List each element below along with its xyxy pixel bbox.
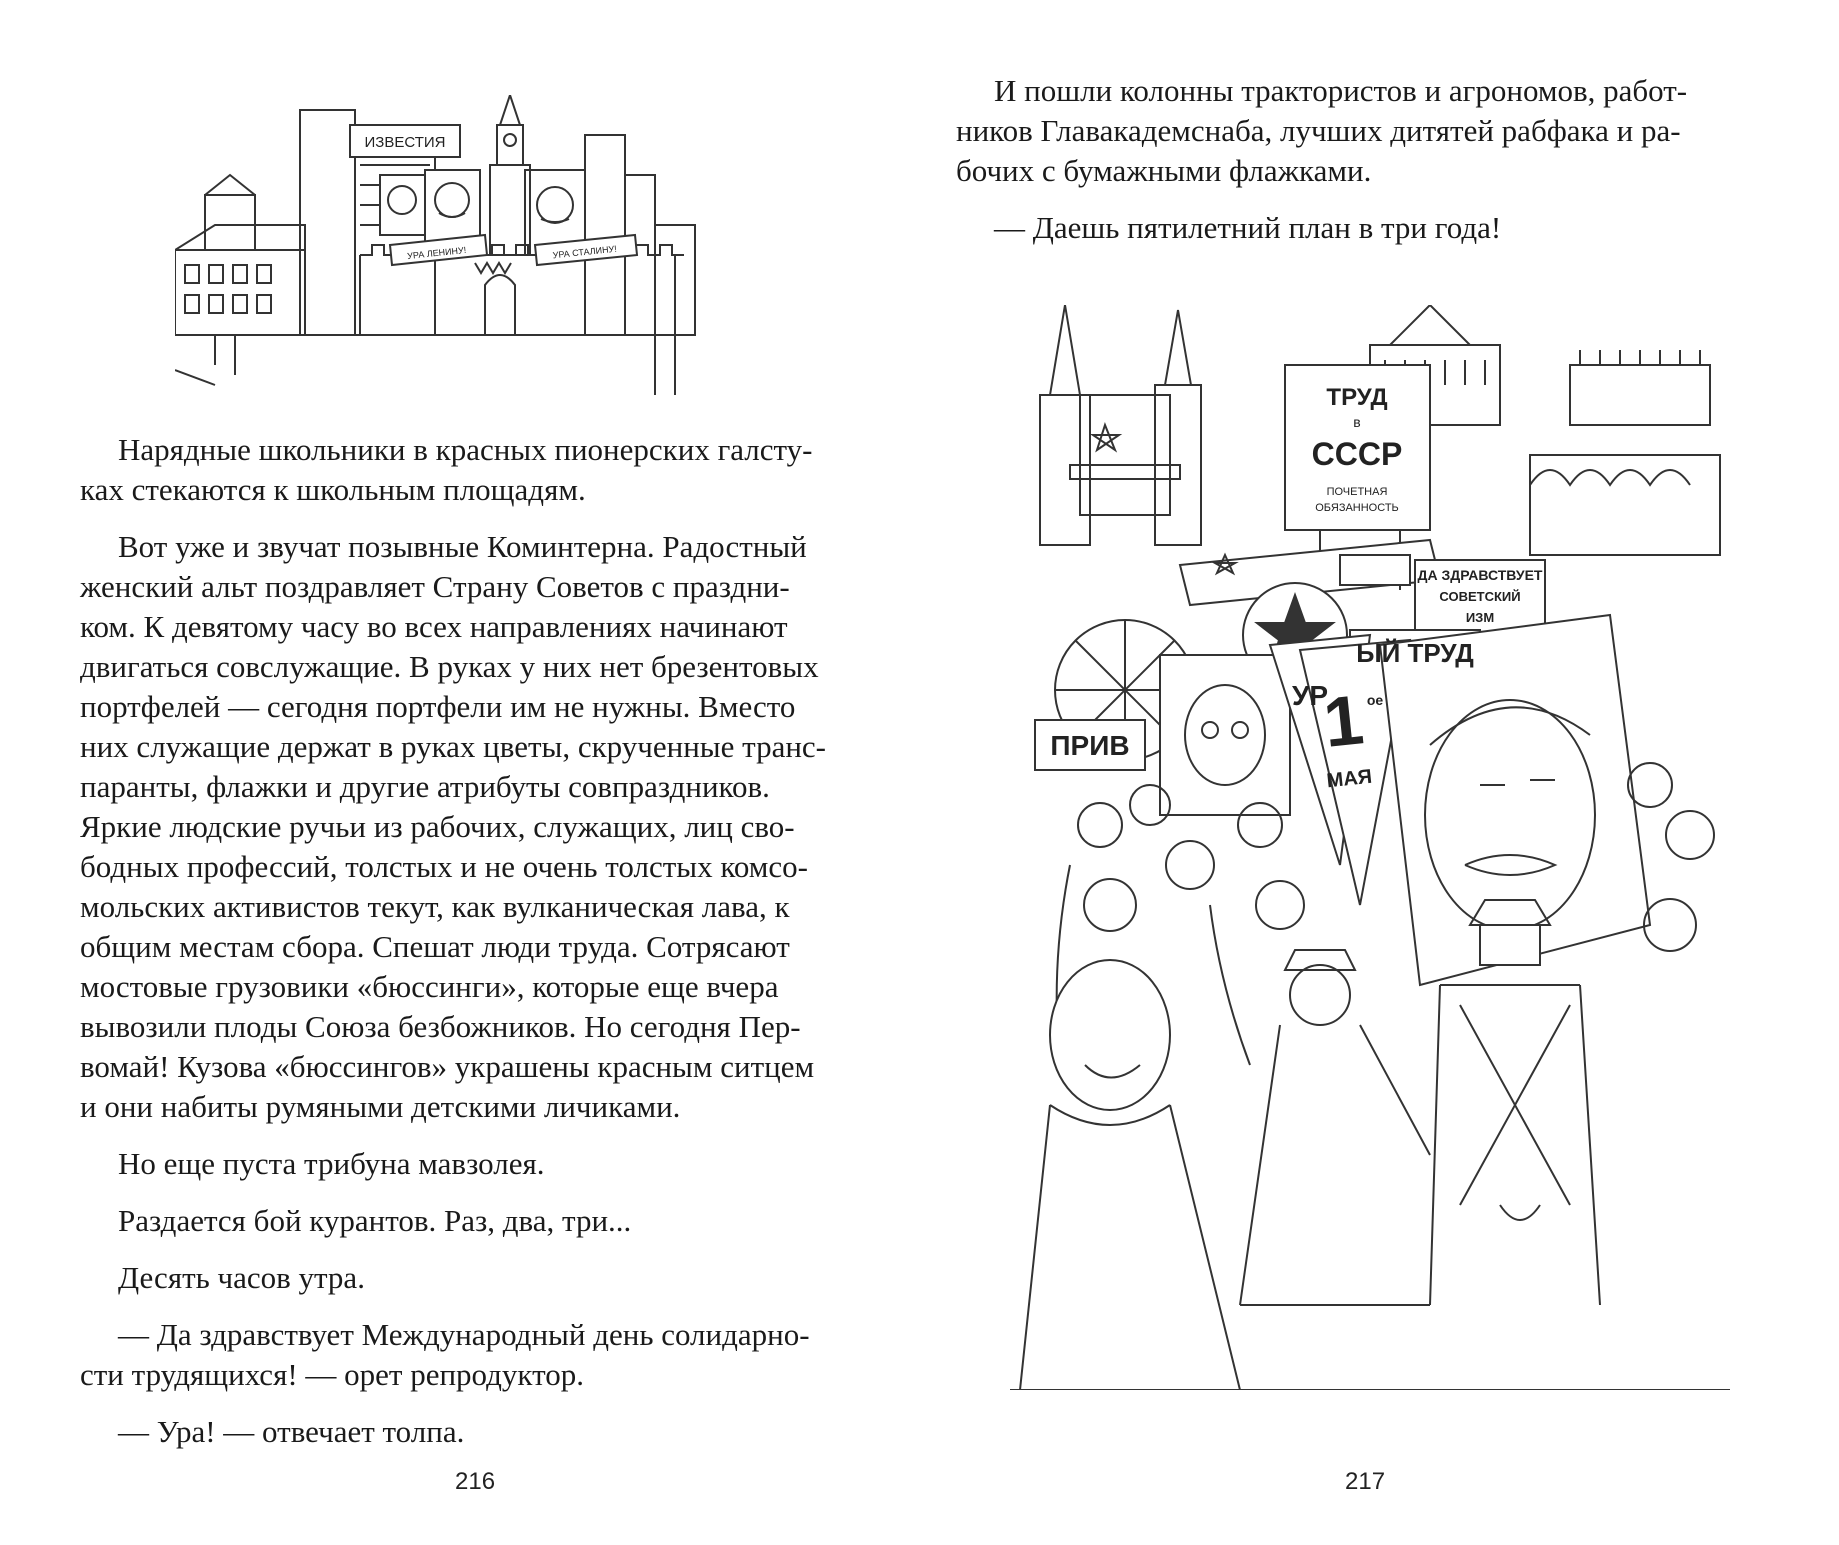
paragraph-5 [80, 1258, 870, 1298]
pennant-ura: УР [1291, 680, 1329, 711]
banner-ura-stalinu: УРА СТАЛИНУ! [552, 243, 618, 261]
text-line: женский альт поздравляет Страну Советов с праздни- [80, 569, 790, 604]
text-line: вомай! Кузова «бюссингов» украшены красным ситцем [80, 1049, 815, 1084]
text-line: И пошли колонны трактористов и агрономов, работ- [994, 73, 1688, 108]
sign-trud-sssr: СССР [1311, 436, 1403, 472]
right-page-text [956, 71, 1756, 248]
text-line: вывозили плоды Союза безбожников. Но сегодня Пер- [80, 1009, 801, 1044]
paragraph-3 [80, 1144, 870, 1184]
text-line: Десять часов утра. [118, 1260, 365, 1295]
sign-sovetskiy: СОВЕТСКИЙ [1439, 589, 1521, 604]
sign-trud-obyazannost: ОБЯЗАННОСТЬ [1315, 502, 1399, 514]
sign-trud-in: в [1353, 414, 1361, 430]
sign-da-zdravstvuet: ДА ЗДРАВСТВУЕТ [1417, 567, 1543, 583]
text-line: паранты, флажки и другие атрибуты совпраздников. [80, 769, 770, 804]
text-line: Яркие людские ручьи из рабочих, служащих, лиц сво- [80, 809, 795, 844]
text-line: общим местам сбора. Спешат люди труда. Сотрясают [80, 929, 790, 964]
sign-trud-word: ТРУД [1326, 384, 1388, 411]
paragraph-2 [956, 208, 1756, 248]
pennant-word: МАЯ [1325, 765, 1374, 793]
text-line: ком. К девятому часу во всех направлениях начинают [80, 609, 788, 644]
paragraph-1 [80, 430, 870, 510]
text-line: — Ура! — отвечает толпа. [118, 1414, 465, 1449]
sign-trud-pochetnaya: ПОЧЕТНАЯ [1326, 486, 1388, 498]
paragraph-4 [80, 1201, 870, 1241]
text-line: ках стекаются к школьным площадям. [80, 472, 586, 507]
left-page-text [80, 430, 870, 1452]
text-line: них служащие держат в руках цветы, скрученные транс- [80, 729, 826, 764]
text-line: двигаться совслужащие. В руках у них нет брезентовых [80, 649, 819, 684]
text-line: ников Главакадемснаба, лучших дитятей рабфака и ра- [956, 113, 1681, 148]
sign-izm: ИЗМ [1465, 610, 1495, 625]
text-line: и они набиты румяными детскими личиками. [80, 1089, 681, 1124]
text-line: Вот уже и звучат позывные Коминтерна. Радостный [118, 529, 807, 564]
text-line: сти трудящихся! — орет репродуктор. [80, 1357, 584, 1392]
page-number-left: 216 [455, 1468, 496, 1495]
text-line: мольских активистов текут, как вулканическая лава, к [80, 889, 790, 924]
text-line: мостовые грузовики «бюссинги», которые еще вчера [80, 969, 779, 1004]
banner-ura-leninu: УРА ЛЕНИНУ! [406, 244, 467, 262]
text-line: Раздается бой курантов. Раз, два, три... [118, 1203, 632, 1238]
paragraph-7 [80, 1412, 870, 1452]
paragraph-1 [956, 71, 1756, 191]
banner-trud: ЫЙ ТРУД [1356, 638, 1474, 668]
text-line: Но еще пуста трибуна мавзолея. [118, 1146, 545, 1181]
text-line: — Даешь пятилетний план в три года! [994, 210, 1502, 245]
right-page [920, 0, 1839, 1545]
paragraph-2 [80, 527, 870, 1127]
sign-izvestia: ИЗВЕСТИЯ [364, 134, 446, 151]
text-line: бодных профессий, толстых и не очень толстых комсо- [80, 849, 808, 884]
page-number-right: 217 [1345, 1468, 1386, 1495]
may-day-parade-illustration [1010, 305, 1730, 1390]
text-line: бочих с бумажными флажками. [956, 153, 1372, 188]
paragraph-6 [80, 1315, 870, 1395]
text-line: Нарядные школьники в красных пионерских галсту- [118, 432, 813, 467]
pennant-suffix: ое [1366, 692, 1384, 708]
kremlin-rooftops-illustration [175, 95, 755, 395]
text-line: — Да здравствует Международный день солидарно- [118, 1317, 810, 1352]
text-line: портфелей — сегодня портфели им не нужны. Вместо [80, 689, 796, 724]
sign-privet: ПРИВ [1050, 730, 1130, 761]
pennant-number: 1 [1320, 680, 1367, 762]
